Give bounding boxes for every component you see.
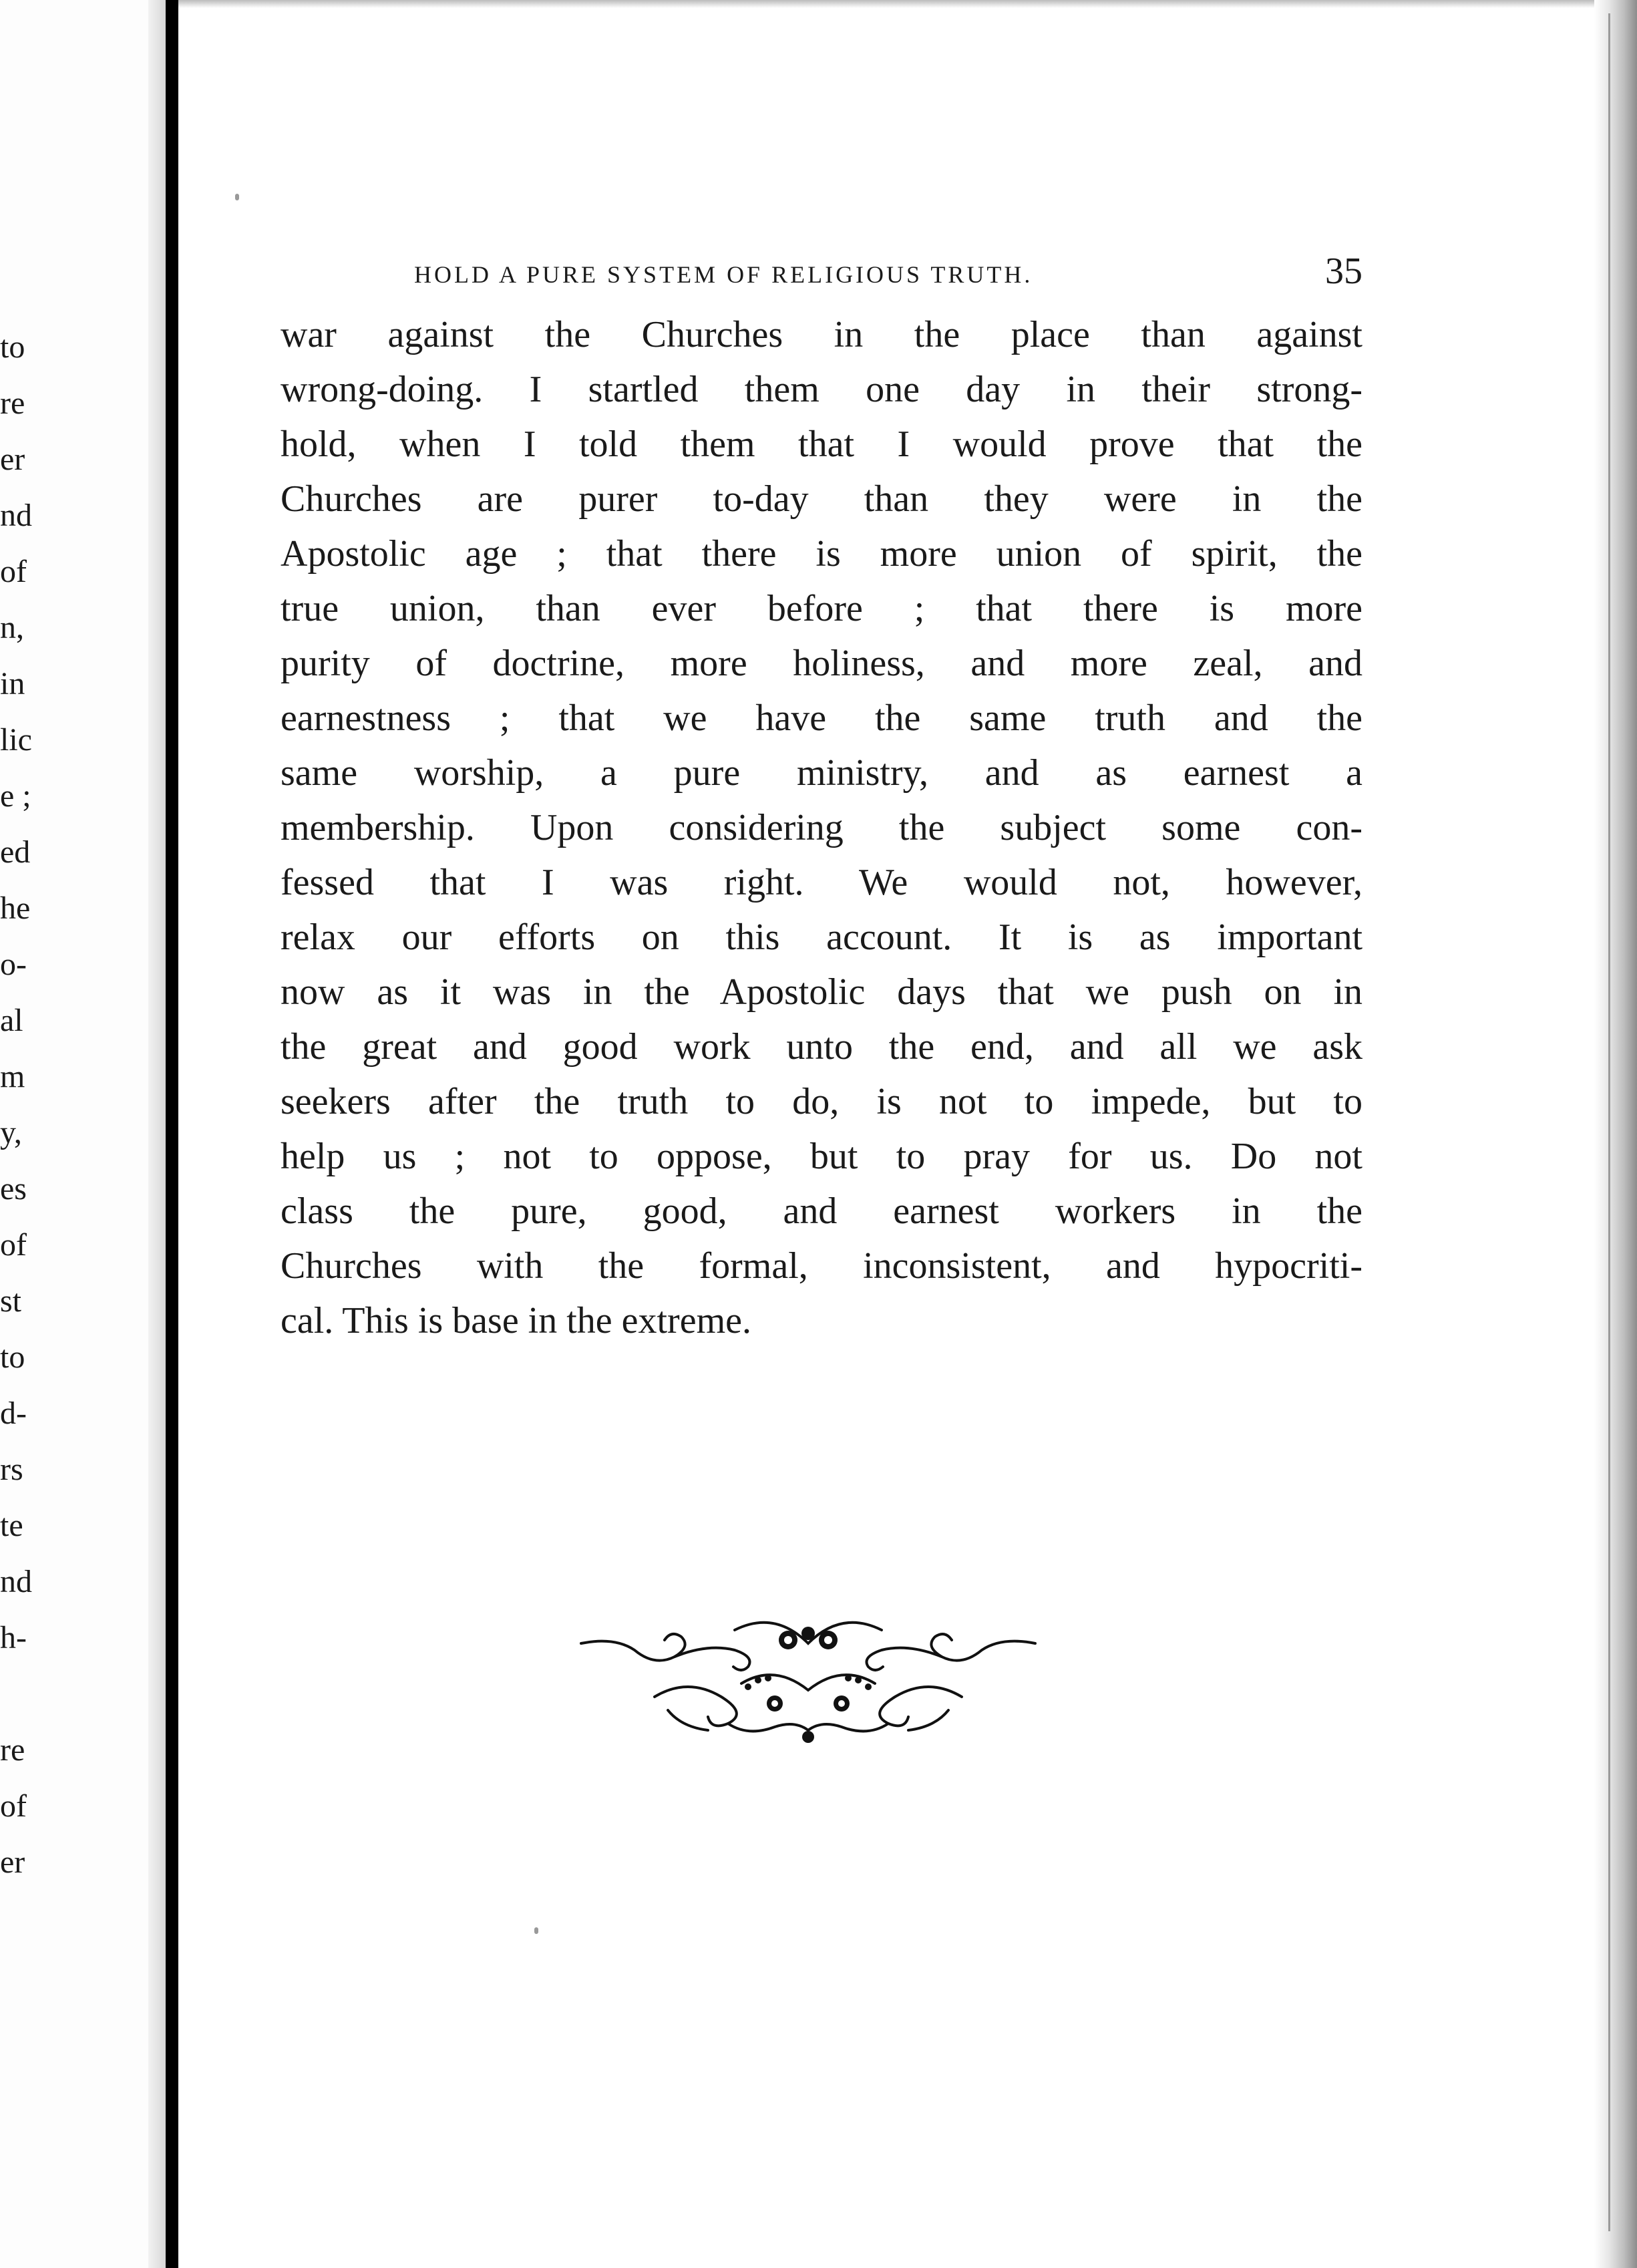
running-title: HOLD A PURE SYSTEM OF RELIGIOUS TRUTH. (414, 261, 1033, 288)
previous-page-line-fragments (0, 319, 67, 1891)
text-line: help us ; not to oppose, but to pray for us. Do not (281, 1136, 1362, 1177)
text-line: Apostolic age ; that there is more union of spirit, the (281, 533, 1362, 575)
line-fragment: er (0, 1844, 25, 1880)
scan-speck (534, 1927, 538, 1934)
top-page-edge (178, 0, 1637, 8)
text-line: membership. Upon considering the subject some con- (281, 807, 1362, 848)
line-fragment: to (0, 1339, 25, 1375)
line-fragment: al (0, 1003, 23, 1038)
line-fragment: lic (0, 722, 32, 758)
line-fragment: nd (0, 1564, 32, 1599)
line-fragment: st (0, 1283, 22, 1319)
running-head (414, 247, 1362, 307)
text-line: class the pure, good, and earnest workers in the (281, 1190, 1362, 1232)
line-fragment: es (0, 1171, 27, 1206)
line-fragment: in (0, 666, 25, 701)
line-fragment: te (0, 1508, 23, 1543)
line-fragment: o- (0, 947, 27, 982)
text-line: wrong-doing. I startled them one day in their strong- (281, 369, 1362, 410)
line-fragment: to (0, 329, 25, 365)
line-fragment: e ; (0, 778, 31, 814)
text-line: war against the Churches in the place than against (281, 314, 1362, 355)
page-number: 35 (1325, 251, 1362, 292)
text-line: cal. This is base in the extreme. (281, 1300, 751, 1341)
page-stack-edge (1594, 0, 1637, 2268)
text-line: seekers after the truth to do, is not to impede, but to (281, 1081, 1362, 1122)
text-line: Churches are purer to-day than they were in the (281, 478, 1362, 520)
line-fragment: y, (0, 1115, 22, 1150)
book-page (281, 247, 1362, 1348)
line-fragment: m (0, 1059, 25, 1094)
text-line: the great and good work unto the end, and all we ask (281, 1026, 1362, 1068)
line-fragment: nd (0, 498, 32, 533)
body-text (281, 307, 1362, 1348)
previous-page (0, 0, 160, 2268)
text-line: relax our efforts on this account. It is as important (281, 917, 1362, 958)
text-line: earnestness ; that we have the same truth and the (281, 697, 1362, 739)
binding-gutter (166, 0, 178, 2268)
line-fragment: d- (0, 1396, 27, 1431)
text-line: purity of doctrine, more holiness, and more zeal, and (281, 643, 1362, 684)
ornament-icon (574, 1603, 1042, 1750)
line-fragment: ed (0, 834, 31, 870)
line-fragment: n, (0, 610, 24, 645)
line-fragment (0, 1666, 67, 1722)
line-fragment: h- (0, 1620, 27, 1655)
text-line: hold, when I told them that I would prove that the (281, 424, 1362, 465)
text-line: fessed that I was right. We would not, however, (281, 862, 1362, 903)
scan-speck (235, 194, 239, 200)
line-fragment: re (0, 1732, 25, 1768)
line-fragment: of (0, 554, 27, 589)
line-fragment: of (0, 1227, 27, 1263)
text-line: true union, than ever before ; that there is more (281, 588, 1362, 629)
text-line: Churches with the formal, inconsistent, and hypocriti- (281, 1245, 1362, 1287)
line-fragment: re (0, 385, 25, 421)
line-fragment: er (0, 442, 25, 477)
gutter-shadow (148, 0, 166, 2268)
line-fragment: rs (0, 1452, 23, 1487)
page-edge-line (1608, 13, 1610, 2231)
text-line: same worship, a pure ministry, and as earnest a (281, 752, 1362, 794)
text-line: now as it was in the Apostolic days that we push on in (281, 971, 1362, 1013)
line-fragment: of (0, 1788, 27, 1824)
line-fragment: he (0, 890, 31, 926)
